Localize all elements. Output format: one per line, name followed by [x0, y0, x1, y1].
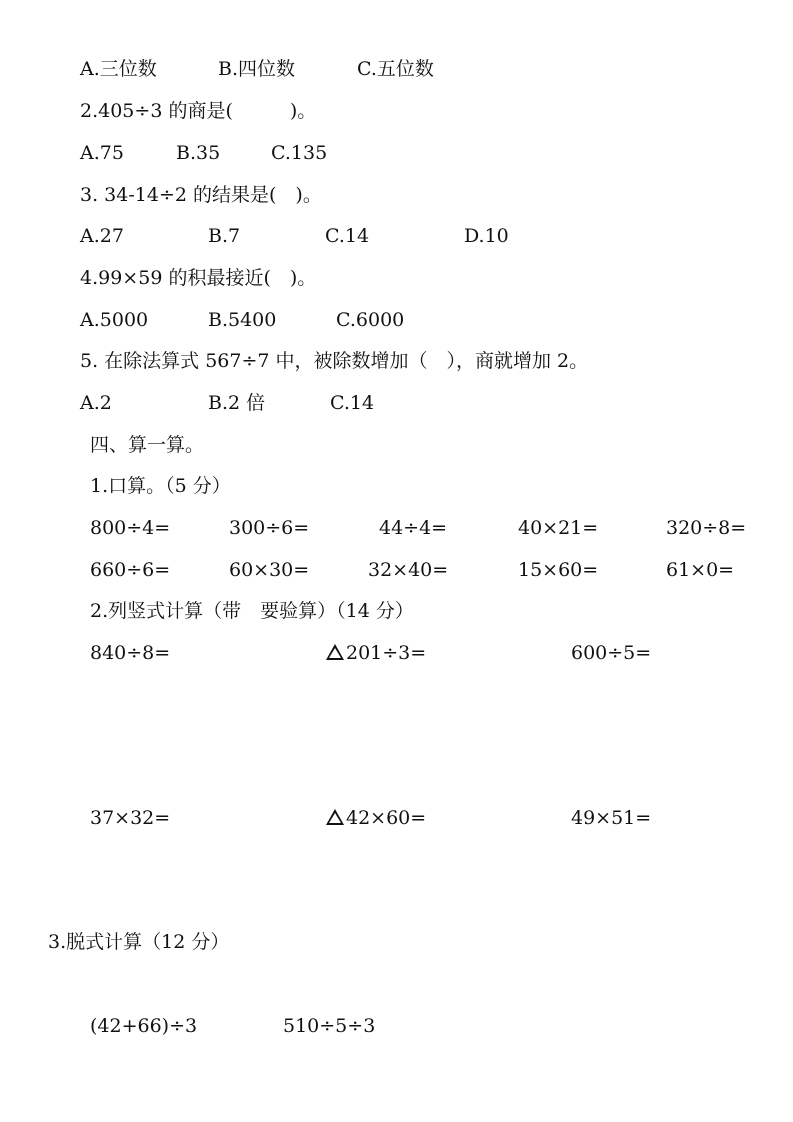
step-calc-item: (42+66)÷3 — [90, 1015, 198, 1037]
q5-option-a: A.2 — [80, 392, 112, 414]
q4-option-a: A.5000 — [80, 309, 149, 331]
q4-option-b: B.5400 — [208, 309, 277, 331]
triangle-icon — [326, 809, 344, 825]
vertical-calc-item: 600÷5= — [571, 642, 652, 664]
vertical-calc-item: 840÷8= — [90, 642, 171, 664]
triangle-icon — [326, 644, 344, 660]
oral-calc-item: 61×0= — [666, 559, 735, 581]
oral-calc-item: 44÷4= — [379, 517, 448, 539]
vertical-calc-expression: 42×60= — [346, 807, 427, 829]
q1-option-b: B.四位数 — [218, 58, 296, 80]
q5-stem: 5. 在除法算式 567÷7 中，被除数增加（ ），商就增加 2。 — [80, 350, 589, 372]
q1-option-a: A.三位数 — [80, 58, 157, 80]
oral-calc-item: 15×60= — [518, 559, 599, 581]
vertical-calc-expression: 201÷3= — [346, 642, 427, 664]
step-calc-item: 510÷5÷3 — [283, 1015, 376, 1037]
oral-calc-item: 40×21= — [518, 517, 599, 539]
q5-option-c: C.14 — [330, 392, 375, 414]
oral-calc-item: 660÷6= — [90, 559, 171, 581]
q5-option-b: B.2 倍 — [208, 392, 266, 414]
q4-stem: 4.99×59 的积最接近( )。 — [80, 267, 317, 289]
oral-calc-item: 60×30= — [229, 559, 310, 581]
vertical-calc-title: 2.列竖式计算（带 要验算）（14 分） — [90, 600, 414, 622]
vertical-calc-item-verify — [326, 806, 426, 830]
oral-calc-item: 32×40= — [368, 559, 449, 581]
vertical-calc-item: 37×32= — [90, 807, 171, 829]
vertical-calc-item: 49×51= — [571, 807, 652, 829]
q3-stem: 3. 34-14÷2 的结果是( )。 — [80, 184, 322, 206]
q2-stem: 2.405÷3 的商是( )。 — [80, 100, 317, 122]
vertical-calc-item-verify — [326, 641, 426, 665]
oral-calc-item: 800÷4= — [90, 517, 171, 539]
q2-option-b: B.35 — [176, 142, 221, 164]
section4-title: 四、算一算。 — [90, 434, 205, 456]
q4-option-c: C.6000 — [336, 309, 405, 331]
q2-option-a: A.75 — [80, 142, 124, 164]
q3-option-c: C.14 — [325, 225, 370, 247]
q1-option-c: C.五位数 — [357, 58, 434, 80]
q3-option-b: B.7 — [208, 225, 241, 247]
oral-calc-item: 320÷8= — [666, 517, 747, 539]
step-calc-title: 3.脱式计算（12 分） — [48, 931, 230, 953]
q2-option-c: C.135 — [271, 142, 328, 164]
q3-option-a: A.27 — [80, 225, 124, 247]
oral-calc-title: 1.口算。（5 分） — [90, 475, 231, 497]
oral-calc-item: 300÷6= — [229, 517, 310, 539]
q3-option-d: D.10 — [464, 225, 509, 247]
